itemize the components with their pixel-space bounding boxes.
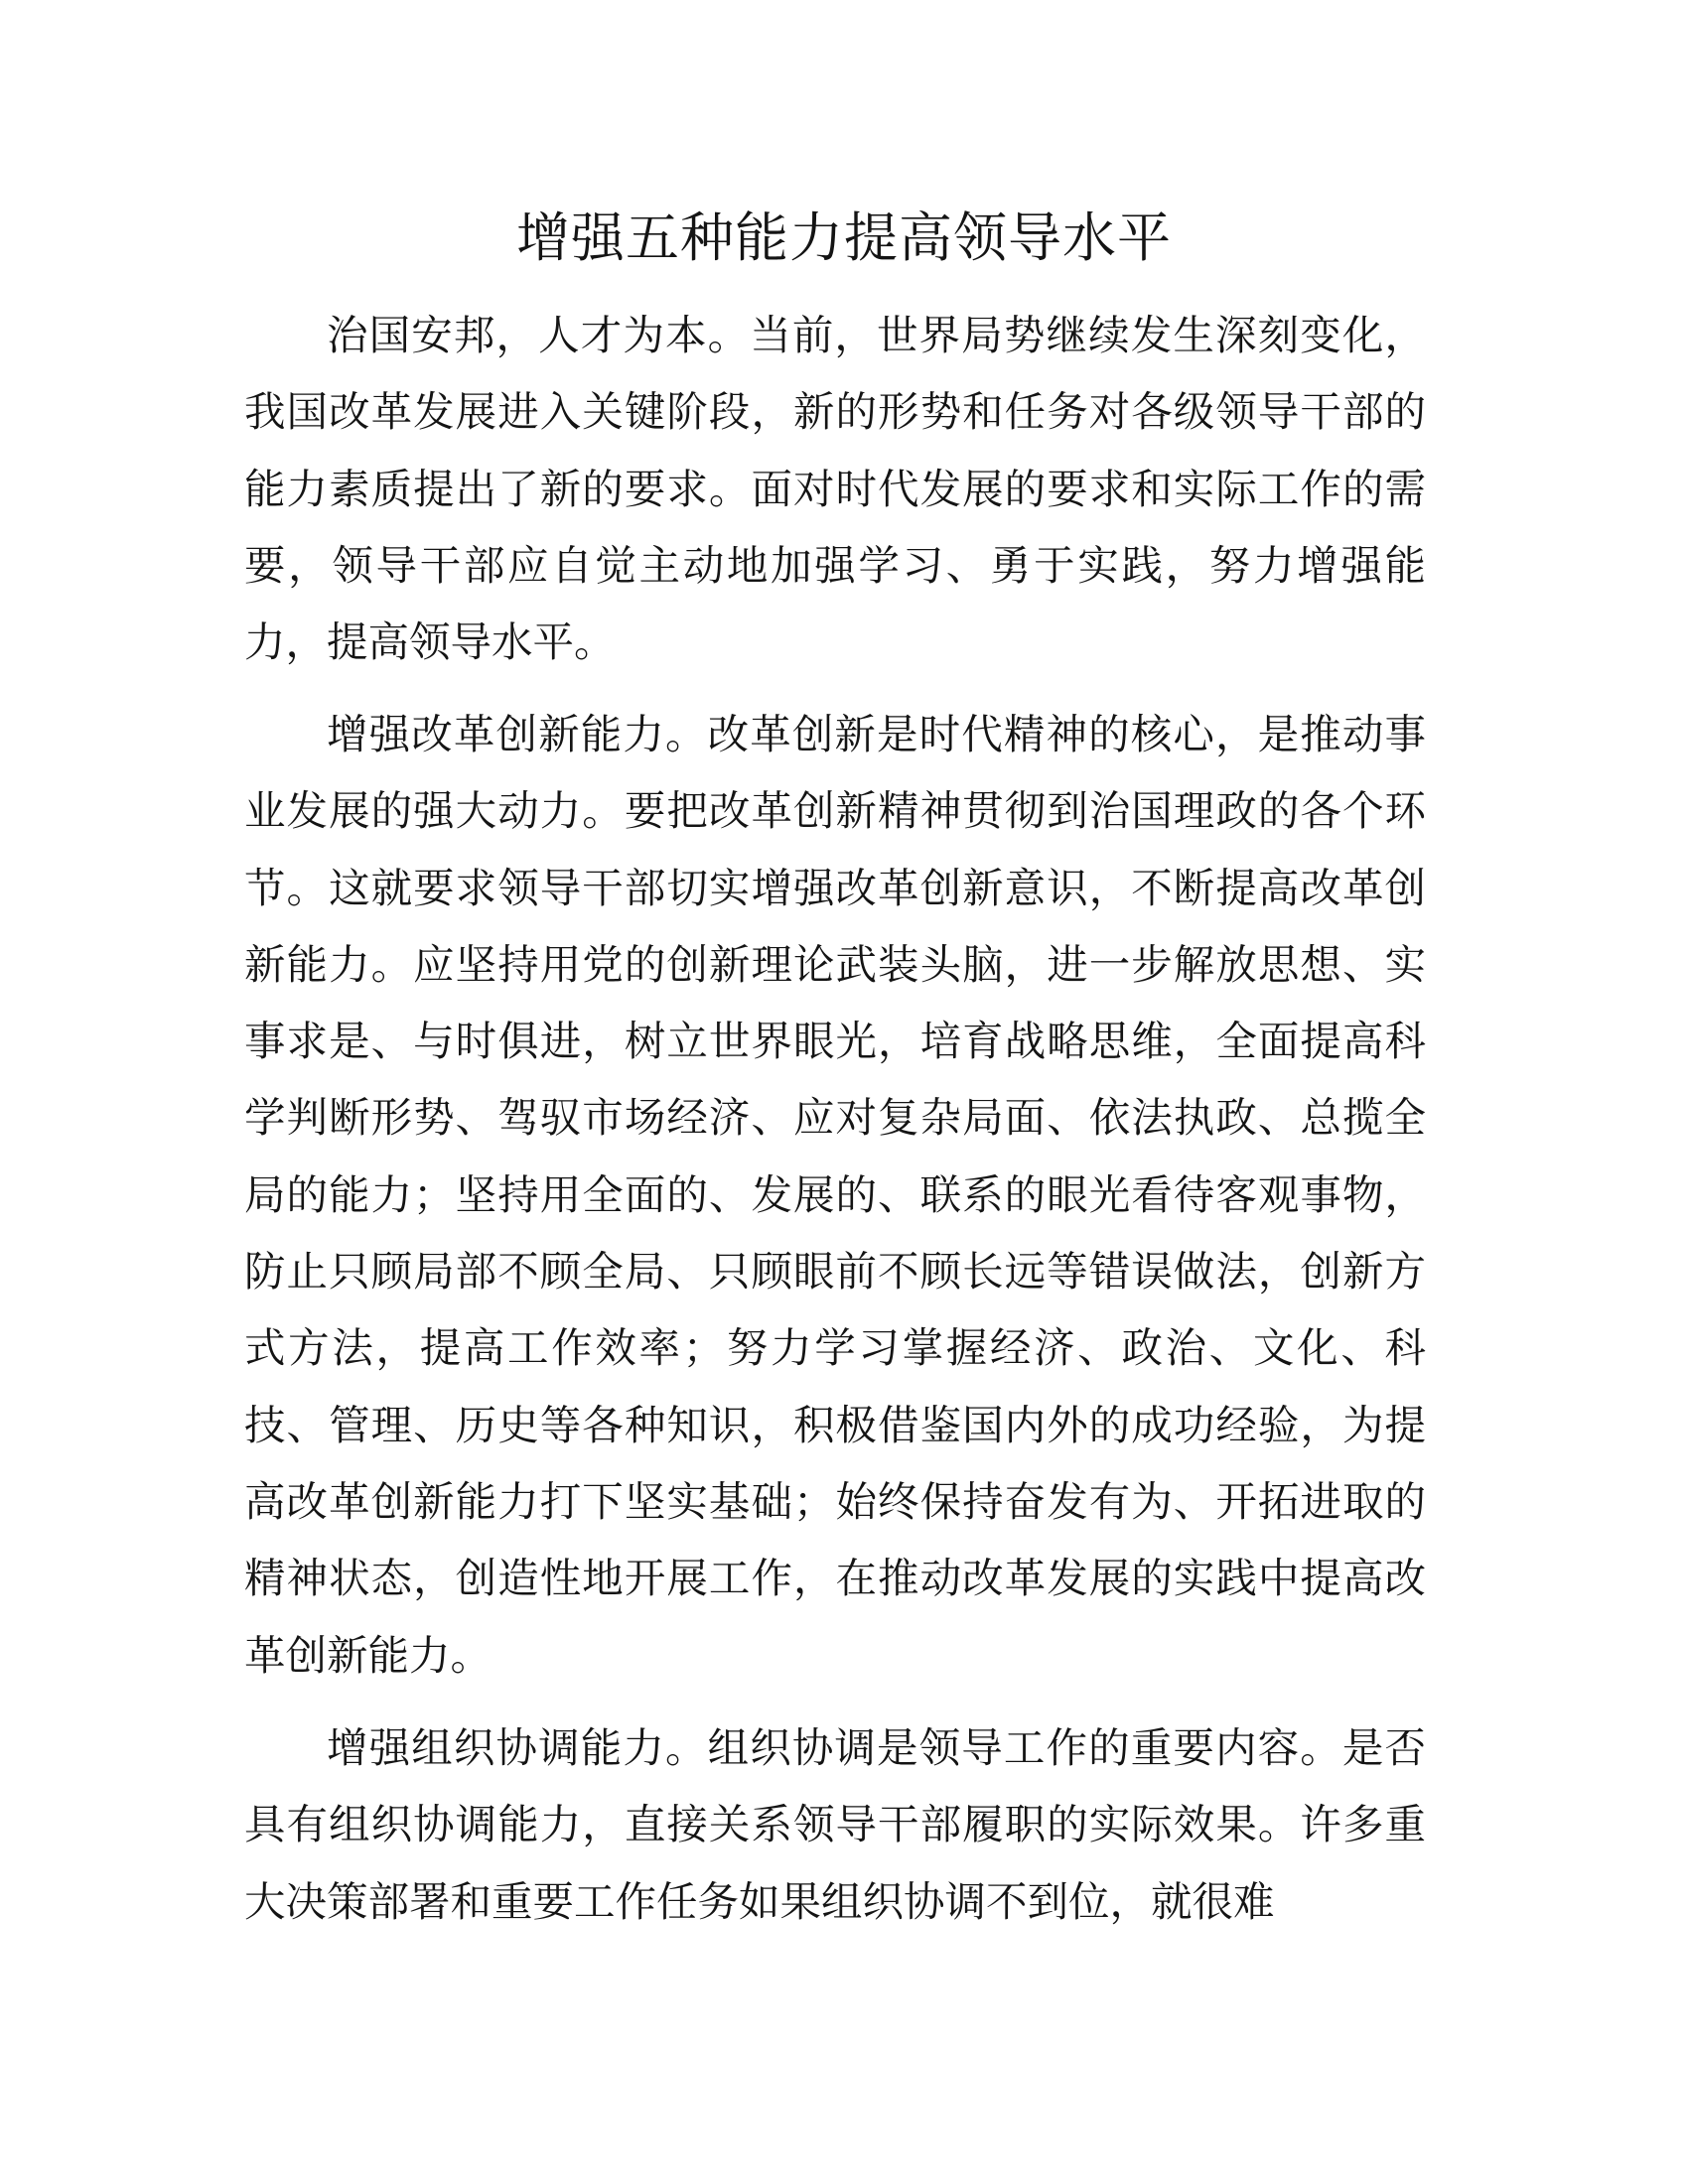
paragraph-intro: 治国安邦，人才为本。当前，世界局势继续发生深刻变化，我国改革发展进入关键阶段，新的形势和任务对各级领导干部的能力素质提出了新的要求。面对时代发展的要求和实际工作的需要，领导干部应自觉主动地加强学习、勇于实践，努力增强能力，提高领导水平。 — [244, 311, 1426, 667]
paragraph-organization-coordination: 增强组织协调能力。组织协调是领导工作的重要内容。是否具有组织协调能力，直接关系领导干部履职的实际效果。许多重大决策部署和重要工作任务如果组织协调不到位，就很难 — [244, 1723, 1426, 1926]
document-title: 增强五种能力提高领导水平 — [516, 206, 1172, 269]
paragraph-reform-innovation: 增强改革创新能力。改革创新是时代精神的核心，是推动事业发展的强大动力。要把改革创新精神贯彻到治国理政的各个环节。这就要求领导干部切实增强改革创新意识，不断提高改革创新能力。应坚持用党的创新理论武装头脑，进一步解放思想、实事求是、与时俱进，树立世界眼光，培育战略思维，全面提高科学判断形势、驾驭市场经济、应对复杂局面、依法执政、总揽全局的能力；坚持用全面的、发展的、联系的眼光看待客观事物，防止只顾局部不顾全局、只顾眼前不顾长远等错误做法，创新方式方法，提高工作效率；努力学习掌握经济、政治、文化、科技、管理、历史等各种知识，积极借鉴国内外的成功经验，为提高改革创新能力打下坚实基础；始终保持奋发有为、开拓进取的精神状态，创造性地开展工作，在推动改革发展的实践中提高改革创新能力。 — [244, 710, 1426, 1680]
